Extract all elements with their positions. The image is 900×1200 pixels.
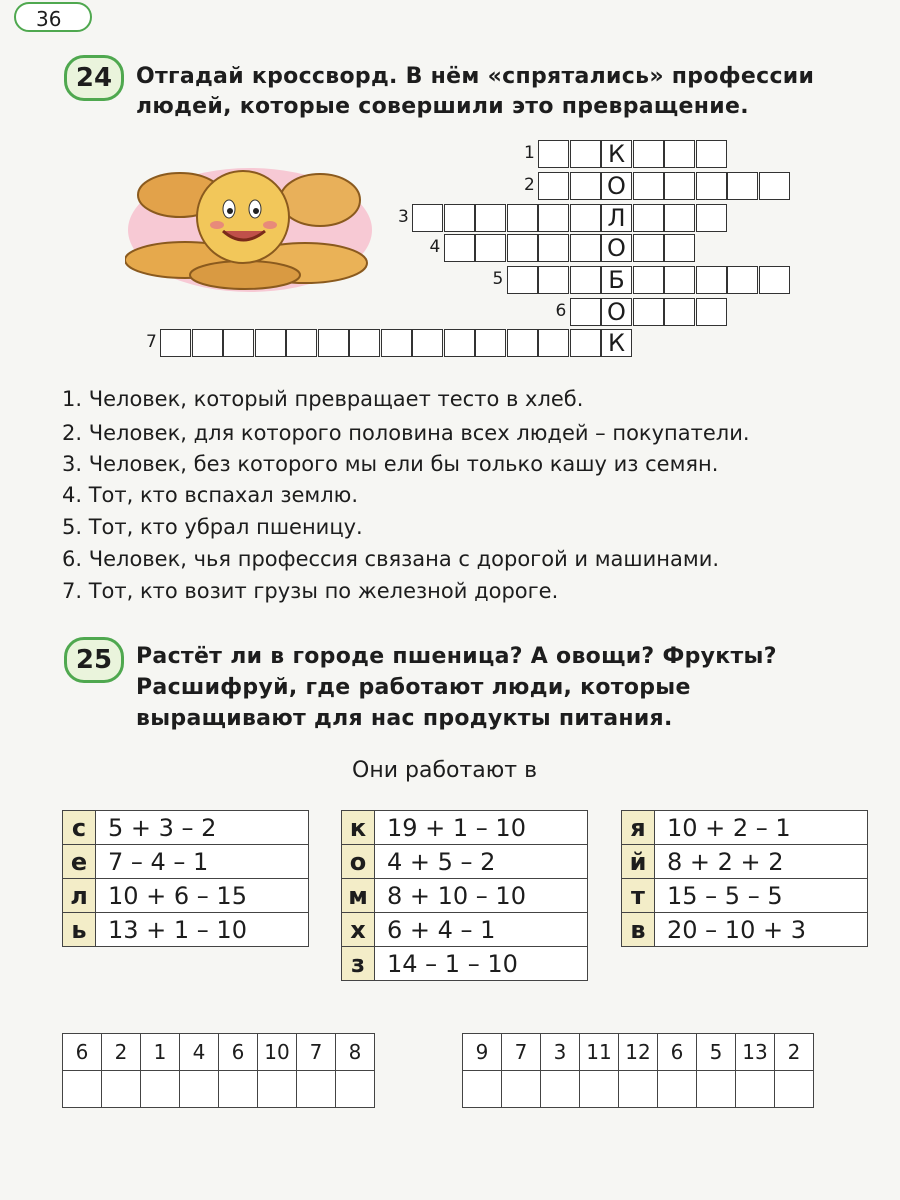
crossword-row-number: 6 [555, 301, 567, 321]
task-25-line3: выращивают для нас продукты питания. [136, 706, 673, 731]
crossword-cell[interactable] [696, 204, 727, 232]
cipher-expression: 13 + 1 – 10 [96, 913, 309, 947]
cipher-row [63, 913, 309, 947]
crossword-cell[interactable] [412, 329, 443, 357]
cipher-expression: 15 – 5 – 5 [655, 879, 868, 913]
crossword-cell[interactable] [570, 140, 601, 168]
crossword-cell[interactable] [349, 329, 380, 357]
answer-letter-cell[interactable] [580, 1071, 619, 1108]
cipher-letter: х [342, 913, 375, 947]
answer-letter-cell[interactable] [619, 1071, 658, 1108]
cipher-row [63, 845, 309, 879]
task-24-line2: людей, которые совершили это превращение. [136, 94, 749, 119]
cipher-expression: 6 + 4 – 1 [375, 913, 588, 947]
cipher-expression: 20 – 10 + 3 [655, 913, 868, 947]
cipher-letter: ь [63, 913, 96, 947]
answer-number-cell: 11 [580, 1034, 619, 1071]
crossword-cell[interactable] [475, 329, 506, 357]
answer-letter-cell[interactable] [775, 1071, 814, 1108]
crossword-cell[interactable] [412, 204, 443, 232]
crossword-cell[interactable] [664, 298, 695, 326]
answer-letter-cell[interactable] [736, 1071, 775, 1108]
crossword-cell[interactable] [633, 204, 664, 232]
crossword-cell[interactable] [633, 140, 664, 168]
answer-number-cell: 3 [541, 1034, 580, 1071]
clue-6: 6. Человек, чья профессия связана с дорогой и машинами. [62, 547, 720, 571]
crossword-cell[interactable] [538, 140, 569, 168]
crossword-row-number: 3 [398, 207, 409, 227]
crossword-cell[interactable] [727, 172, 758, 200]
crossword-key-letter[interactable]: К [601, 140, 632, 168]
clue-4: 4. Тот, кто вспахал землю. [62, 483, 359, 507]
answer-letter-cell[interactable] [697, 1071, 736, 1108]
crossword-cell[interactable] [633, 298, 664, 326]
kolobok-bread-illustration [125, 145, 375, 300]
page-number: 36 [14, 2, 92, 32]
crossword-cell[interactable] [475, 204, 506, 232]
cipher-expression: 8 + 2 + 2 [655, 845, 868, 879]
cipher-expression: 19 + 1 – 10 [375, 811, 588, 845]
cipher-expression: 8 + 10 – 10 [375, 879, 588, 913]
cipher-expression: 10 + 6 – 15 [96, 879, 309, 913]
crossword-key-letter[interactable]: Л [601, 204, 632, 232]
crossword-cell[interactable] [664, 204, 695, 232]
crossword-cell[interactable] [696, 140, 727, 168]
crossword-cell[interactable] [475, 234, 506, 262]
crossword-cell[interactable] [633, 172, 664, 200]
crossword-row-number: 4 [429, 237, 441, 257]
crossword-cell[interactable] [759, 266, 790, 294]
cipher-expression: 14 – 1 – 10 [375, 947, 588, 981]
cipher-table-2 [341, 810, 588, 981]
crossword-cell[interactable] [696, 266, 727, 294]
crossword-key-letter[interactable]: О [601, 298, 632, 326]
crossword-row-number: 1 [524, 143, 535, 163]
cipher-row [342, 879, 588, 913]
answer-number-cell: 7 [502, 1034, 541, 1071]
cipher-row [63, 879, 309, 913]
crossword-cell[interactable] [664, 172, 695, 200]
answer-number-cell: 10 [258, 1034, 297, 1071]
crossword-key-letter[interactable]: О [601, 234, 632, 262]
crossword-cell[interactable] [664, 266, 695, 294]
answer-number-cell: 6 [219, 1034, 258, 1071]
crossword-cell[interactable] [255, 329, 286, 357]
crossword-cell[interactable] [633, 266, 664, 294]
crossword-cell[interactable] [570, 172, 601, 200]
answer-number-cell: 8 [336, 1034, 375, 1071]
answer-letter-cell[interactable] [219, 1071, 258, 1108]
cipher-letter: м [342, 879, 375, 913]
cipher-letter: й [622, 845, 655, 879]
crossword-key-letter[interactable]: Б [601, 266, 632, 294]
crossword-cell[interactable] [507, 266, 538, 294]
cipher-row [622, 879, 868, 913]
crossword-row-number: 2 [524, 175, 535, 195]
cipher-letter: о [342, 845, 375, 879]
crossword-cell[interactable] [538, 234, 569, 262]
answer-number-cell: 6 [658, 1034, 697, 1071]
they-work-in-text: Они работают в [352, 758, 538, 783]
task-25-line2: Расшифруй, где работают люди, которые [136, 675, 691, 700]
crossword-cell[interactable] [538, 172, 569, 200]
crossword-cell[interactable] [507, 329, 538, 357]
crossword-cell[interactable] [664, 234, 695, 262]
answer-letter-cell[interactable] [63, 1071, 102, 1108]
answer-letter-cell[interactable] [463, 1071, 502, 1108]
answer-letter-cell[interactable] [141, 1071, 180, 1108]
crossword-cell[interactable] [507, 234, 538, 262]
crossword-cell[interactable] [444, 204, 475, 232]
cipher-letter: с [63, 811, 96, 845]
crossword-cell[interactable] [318, 329, 349, 357]
clue-7: 7. Тот, кто возит грузы по железной дороге. [62, 579, 559, 603]
task-24-line1: Отгадай кроссворд. В нём «спрятались» профессии [136, 64, 815, 89]
cipher-table-1 [62, 810, 309, 947]
crossword-key-letter[interactable]: О [601, 172, 632, 200]
answer-letter-cell[interactable] [258, 1071, 297, 1108]
answer-number-cell: 2 [775, 1034, 814, 1071]
answer-number-cell: 1 [141, 1034, 180, 1071]
cipher-letter: л [63, 879, 96, 913]
cipher-expression: 5 + 3 – 2 [96, 811, 309, 845]
crossword-cell[interactable] [538, 204, 569, 232]
crossword-cell[interactable] [444, 329, 475, 357]
answer-letter-cell[interactable] [102, 1071, 141, 1108]
answer-number-cell: 9 [463, 1034, 502, 1071]
crossword-cell[interactable] [570, 298, 601, 326]
crossword-row-number: 5 [492, 269, 504, 289]
answer-letter-cell[interactable] [180, 1071, 219, 1108]
clue-1: 1. Человек, который превращает тесто в хлеб. [62, 387, 584, 411]
crossword-cell[interactable] [633, 234, 664, 262]
crossword-cell[interactable] [727, 266, 758, 294]
crossword-cell[interactable] [507, 204, 538, 232]
cipher-letter: я [622, 811, 655, 845]
cipher-expression: 4 + 5 – 2 [375, 845, 588, 879]
cipher-row [622, 811, 868, 845]
crossword-cell[interactable] [381, 329, 412, 357]
cipher-letter: в [622, 913, 655, 947]
clue-2: 2. Человек, для которого половина всех людей – покупатели. [62, 421, 750, 445]
clue-5: 5. Тот, кто убрал пшеницу. [62, 515, 363, 539]
crossword-cell[interactable] [570, 234, 601, 262]
crossword-cell[interactable] [759, 172, 790, 200]
crossword-cell[interactable] [570, 329, 601, 357]
answer-letter-cell[interactable] [502, 1071, 541, 1108]
cipher-expression: 10 + 2 – 1 [655, 811, 868, 845]
answer-number-cell: 4 [180, 1034, 219, 1071]
task-25-number: 25 [64, 637, 124, 683]
answer-letter-cell[interactable] [658, 1071, 697, 1108]
cipher-row [342, 811, 588, 845]
answer-number-cell: 7 [297, 1034, 336, 1071]
crossword-row-number: 7 [146, 332, 157, 352]
task-25-line1: Растёт ли в городе пшеница? А овощи? Фрукты? [136, 644, 777, 669]
cipher-row [622, 845, 868, 879]
cipher-letter: т [622, 879, 655, 913]
answer-number-cell: 2 [102, 1034, 141, 1071]
crossword-cell[interactable] [192, 329, 223, 357]
cipher-table-3 [621, 810, 868, 947]
answer-letter-cell[interactable] [541, 1071, 580, 1108]
answer-grid-2 [462, 1033, 814, 1108]
crossword-cell[interactable] [160, 329, 191, 357]
crossword-cell[interactable] [696, 298, 727, 326]
answer-number-cell: 5 [697, 1034, 736, 1071]
crossword-cell[interactable] [286, 329, 317, 357]
crossword-cell[interactable] [444, 234, 475, 262]
crossword-cell[interactable] [223, 329, 254, 357]
answer-grid-1 [62, 1033, 375, 1108]
cipher-row [622, 913, 868, 947]
cipher-row [342, 947, 588, 981]
answer-number-cell: 13 [736, 1034, 775, 1071]
crossword-cell[interactable] [538, 329, 569, 357]
clue-3: 3. Человек, без которого мы ели бы только кашу из семян. [62, 452, 719, 476]
cipher-row [342, 913, 588, 947]
cipher-row [342, 845, 588, 879]
crossword-cell[interactable] [538, 266, 569, 294]
cipher-letter: к [342, 811, 375, 845]
crossword-key-letter[interactable]: К [601, 329, 632, 357]
task-24-number: 24 [64, 55, 124, 101]
answer-number-cell: 12 [619, 1034, 658, 1071]
cipher-expression: 7 – 4 – 1 [96, 845, 309, 879]
crossword-cell[interactable] [570, 266, 601, 294]
cipher-letter: з [342, 947, 375, 981]
crossword-cell[interactable] [664, 140, 695, 168]
cipher-row [63, 811, 309, 845]
answer-letter-cell[interactable] [336, 1071, 375, 1108]
crossword-cell[interactable] [570, 204, 601, 232]
answer-number-cell: 6 [63, 1034, 102, 1071]
cipher-letter: е [63, 845, 96, 879]
crossword-cell[interactable] [696, 172, 727, 200]
answer-letter-cell[interactable] [297, 1071, 336, 1108]
